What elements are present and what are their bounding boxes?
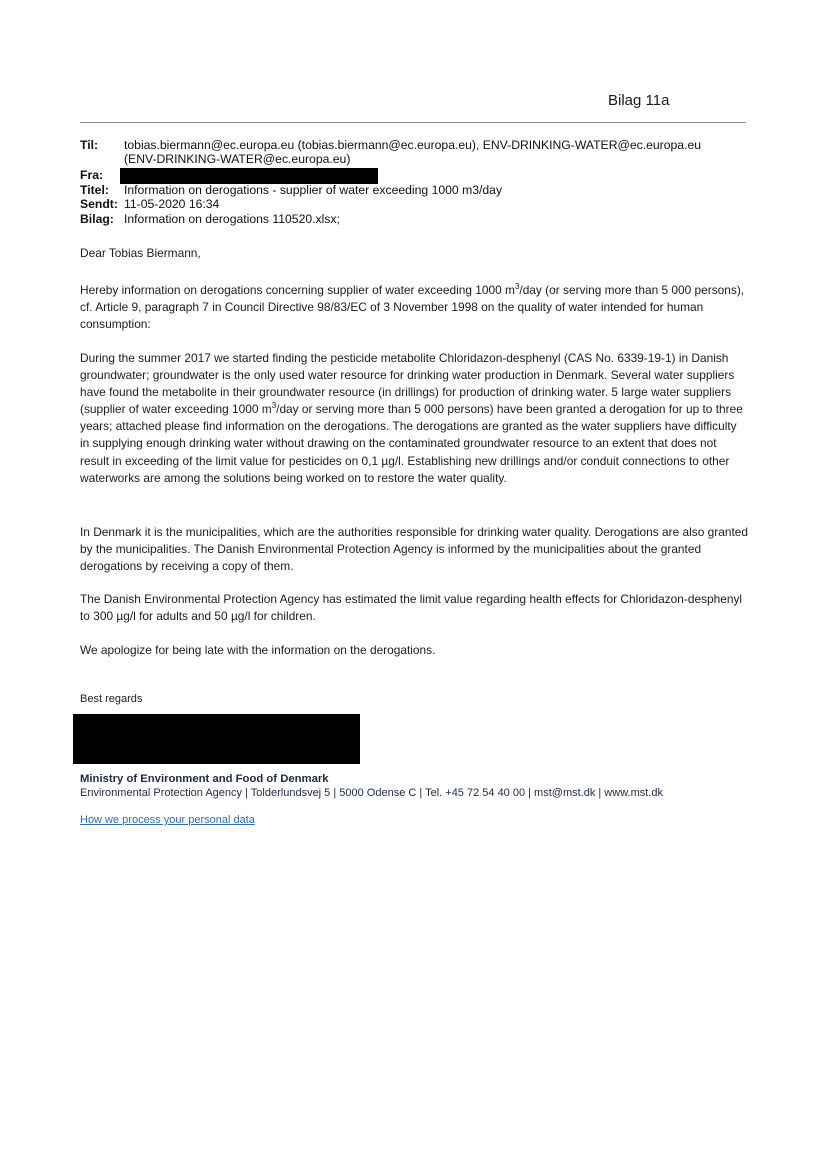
sent-value: 11-05-2020 16:34 xyxy=(124,197,220,211)
agency-contact-line: Environmental Protection Agency | Tolderlundsvej 5 | 5000 Odense C | Tel. +45 72 54 40 00 | mst@mst.dk | www.mst.dk xyxy=(80,787,663,799)
paragraph-findings-text-a: During the summer 2017 we started finding the pesticide metabolite Chloridazon-desphenyl (CAS No. 6339-19-1) in Danish groundwater; groundwater is the only used water resource for drinking water production in Denmark. Several water suppliers have found the metabolite in their groundwater resource (in drillings) for production of drinking water. 5 large water suppliers (supplier of water exceeding 1000 m xyxy=(80,351,735,417)
to-value-line1: tobias.biermann@ec.europa.eu (tobias.biermann@ec.europa.eu), ENV-DRINKING-WATER@ec.europa.eu xyxy=(124,138,702,152)
from-label: Fra: xyxy=(80,168,104,182)
greeting: Dear Tobias Biermann, xyxy=(80,246,201,260)
paragraph-municipalities xyxy=(80,524,748,575)
sent-label: Sendt: xyxy=(80,197,118,211)
paragraph-limit-value-text: The Danish Environmental Protection Agency has estimated the limit value regarding health effects for Chloridazon-desphenyl to 300 µg/l for adults and 50 µg/l for children. xyxy=(80,592,743,624)
attachment-label: Bilag 11a xyxy=(608,92,670,109)
privacy-link[interactable]: How we process your personal data xyxy=(80,814,255,826)
attachment-file: Information on derogations 110520.xlsx; xyxy=(124,212,340,226)
paragraph-findings xyxy=(80,350,748,487)
attachment-field-label: Bilag: xyxy=(80,212,114,226)
paragraph-findings-text-b: /day or serving more than 5 000 persons) have been granted a derogation for up to three years; attached please find information on the derogations. The derogations are granted as the water suppliers have difficulty in supplying enough drinking water without drawing on the contaminated groundwater resource to an extent that does not result in exceeding of the limit value for pesticides on 0,1 µg/l. Establishing new drillings and/or conduit connections to other waterworks are among the solutions being worked on to restore the water quality. xyxy=(80,402,743,485)
redacted-sender xyxy=(120,168,378,184)
paragraph-intro-text-b: /day (or serving more than 5 000 persons), cf. Article 9, paragraph 7 in Council Directive 98/83/EC of 3 November 1998 on the quality of water intended for human consumption: xyxy=(80,283,745,332)
header-rule xyxy=(80,122,746,123)
paragraph-intro-text-a: Hereby information on derogations concerning supplier of water exceeding 1000 m xyxy=(80,283,515,297)
title-value: Information on derogations - supplier of water exceeding 1000 m3/day xyxy=(124,183,503,197)
paragraph-apology xyxy=(80,642,748,659)
title-label: Titel: xyxy=(80,183,109,197)
to-label: Til: xyxy=(80,138,99,152)
redacted-signature xyxy=(73,714,360,764)
paragraph-intro-sup: 3 xyxy=(514,282,520,291)
paragraph-apology-text: We apologize for being late with the information on the derogations. xyxy=(80,643,436,657)
paragraph-limit-value xyxy=(80,591,748,625)
ministry-name: Ministry of Environment and Food of Denmark xyxy=(80,773,329,785)
paragraph-findings-sup: 3 xyxy=(271,401,277,411)
to-value-line2: (ENV-DRINKING-WATER@ec.europa.eu) xyxy=(124,152,351,166)
closing-regards: Best regards xyxy=(80,693,143,705)
paragraph-municipalities-text: In Denmark it is the municipalities, which are the authorities responsible for drinking water quality. Derogations are also granted by the municipalities. The Danish Environmental Protection Agency is informed by the municipalities about the granted derogations by receiving a copy of them. xyxy=(80,525,748,574)
paragraph-intro xyxy=(80,282,748,333)
